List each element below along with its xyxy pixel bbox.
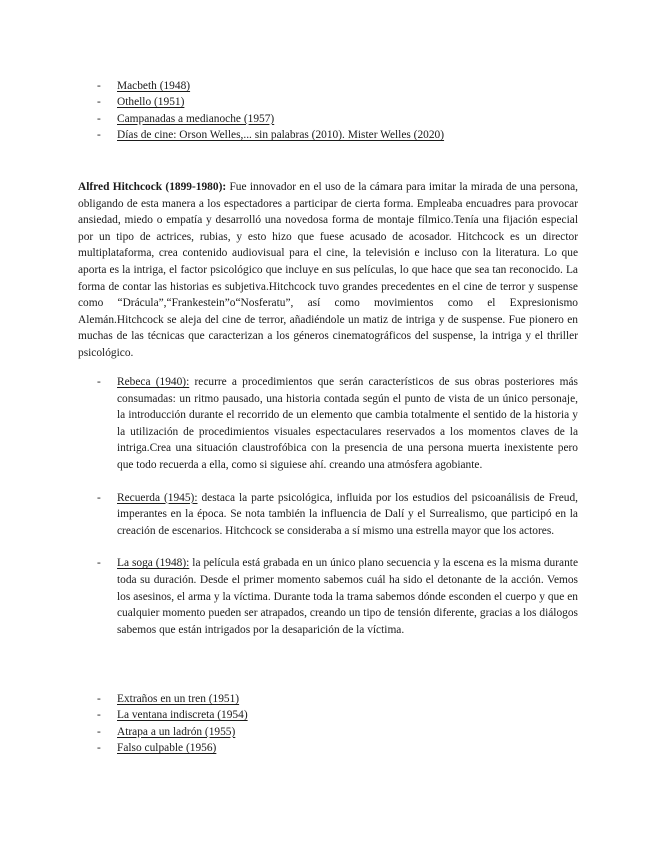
hitchcock-paragraph — [78, 179, 578, 362]
welles-film-list — [78, 78, 578, 144]
film-title: Falso culpable (1956) — [117, 742, 217, 755]
film-title: Atrapa a un ladrón (1955) — [117, 725, 236, 738]
list-item — [78, 724, 578, 740]
list-item — [78, 127, 578, 143]
film-description: la película está grabada en un único plano secuencia y la escena es la misma durante toda su duración. Desde el primer momento sabemos cuál ha sido el detonante de la acción. Vemos los asesinos, el arma y la víctima. Durante toda la trama sabemos dónde esconden el cuerpo y que en cualquier momento pueden ser atrapados, creando un tipo de tensión diferente, gracias a los diálogos sabemos que están intrigados por la desaparición de la víctima. — [117, 557, 578, 636]
film-title: Días de cine: Orson Welles,... sin palabras (2010). Mister Welles (2020) — [117, 129, 445, 142]
hitchcock-heading: Alfred Hitchcock (1899-1980): — [78, 181, 227, 193]
hitchcock-body: Fue innovador en el uso de la cámara para imitar la mirada de una persona, obligando de esta manera a los espectadores a participar de cierta forma. Empleaba encuadres para provocar ansiedad, miedo o empatía y desarrolló una novedosa forma de montaje fílmico.Tenía una fijación especial por un tipo de actrices, rubias, y esto hizo que fuese acusado de acosador. Hitchcock es un director multiplataforma, crea contenido audiovisual para el cine, la televisión e incluso con la literatura. Lo que aporta es la intriga, el factor psicológico que incluye en sus películas, lo que hace que sea tan reconocido. La forma de contar las historias es subjetiva.Hitchcock tuvo grandes precedentes en el cine de terror y suspense como “Drácula”,“Frankestein”o“Nosferatu”, así como movimientos como el Expresionismo Alemán.Hitchcock se aleja del cine de terror, añadiéndole un matiz de intriga y de suspense. Fue pionero en muchas de las técnicas que caracterizan a los géneros cinematográficos del suspense, la intriga y el thriller psicológico. — [78, 181, 578, 359]
list-item — [78, 374, 578, 474]
film-title: Campanadas a medianoche (1957) — [117, 112, 275, 125]
film-title: Rebeca (1940): — [117, 376, 190, 388]
hitchcock-detailed-film-list — [78, 374, 578, 654]
list-item — [78, 94, 578, 110]
list-item — [78, 490, 578, 540]
film-title: Extraños en un tren (1951) — [117, 693, 240, 705]
list-item — [78, 111, 578, 127]
film-title: La ventana indiscreta (1954) — [117, 709, 248, 722]
list-item — [78, 555, 578, 638]
hitchcock-film-list — [78, 691, 578, 757]
film-description: destaca la parte psicológica, influida por los estudios del psicoanálisis de Freud, imperantes en la época. Se nota también la influencia de Dalí y el Surrealismo, que participó en la creación de escenarios. Hitchcock se consideraba a sí mismo una estrella mayor que los actores. — [117, 491, 578, 537]
film-title: Macbeth (1948) — [117, 80, 191, 92]
list-item — [78, 691, 578, 707]
film-description: recurre a procedimientos que serán característicos de sus obras posteriores más consumadas: un ritmo pausado, una historia contada según el punto de vista de un único personaje, la introducción durante el recorrido de un elemento que cambia totalmente el sentido de la historia y la utilización de procedimientos visuales espectaculares reservados a los momentos claves de la intriga.Crea una situación claustrofóbica con la presencia de una persona muerta inexistente pero que todo recuerda a ella, como si siguiese ahí. creando una atmósfera agobiante. — [117, 376, 578, 471]
list-item — [78, 740, 578, 756]
film-title: Recuerda (1945): — [117, 491, 198, 504]
film-title: Othello (1951) — [117, 96, 185, 109]
list-item — [78, 78, 578, 94]
list-item — [78, 707, 578, 723]
film-title: La soga (1948): — [117, 557, 190, 570]
